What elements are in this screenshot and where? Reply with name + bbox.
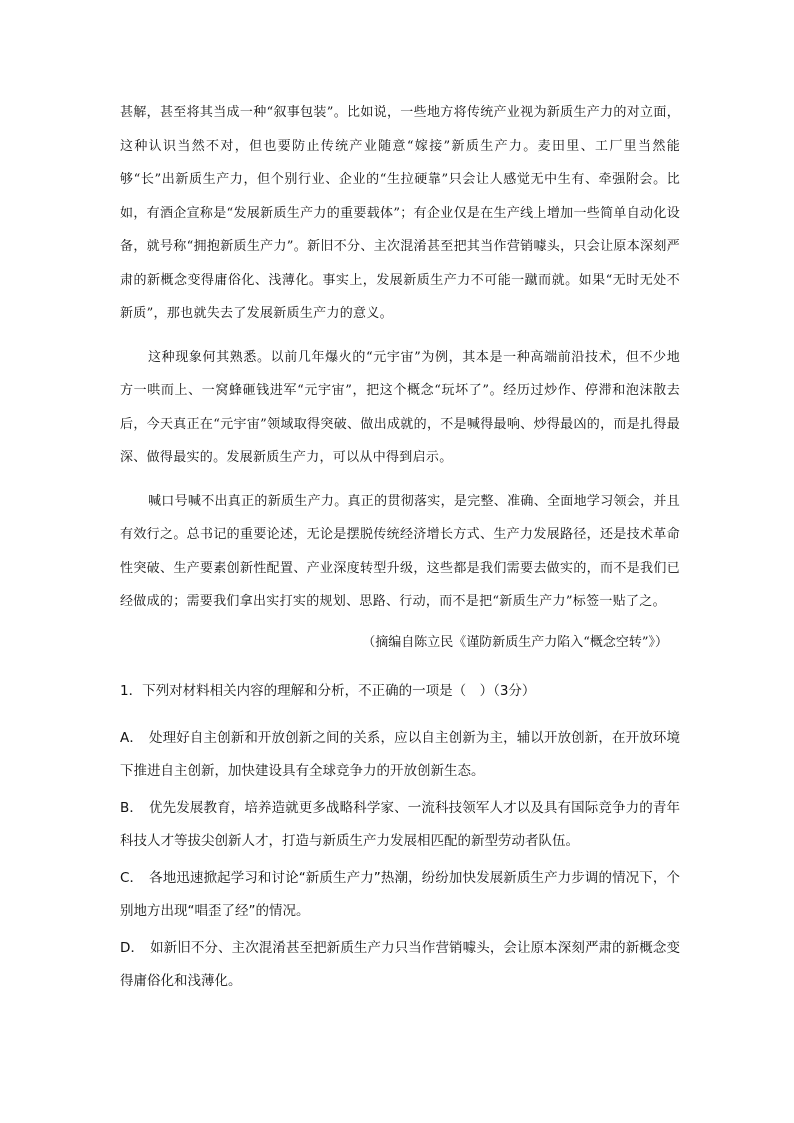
option-d-text: 如新旧不分、主次混淆甚至把新质生产力只当作营销噱头，会让原本深刻严肃的新概念变得庸俗化和浅薄化。	[120, 940, 680, 989]
option-b-text: 优先发展教育，培养造就更多战略科学家、一流科技领军人才以及具有国际竞争力的青年科技人才等拔尖创新人才，打造与新质生产力发展相匹配的新型劳动者队伍。	[120, 800, 680, 849]
option-c	[120, 862, 680, 928]
passage-paragraph-2: 这种现象何其熟悉。以前几年爆火的“元宇宙”为例，其本是一种高端前沿技术，但不少地方一哄而上、一窝蜂砸钱进军“元宇宙”，把这个概念“玩坏了”。经历过炒作、停滞和泡沫散去后，今天真正在“元宇宙”领域取得突破、做出成就的，不是喊得最响、炒得最凶的，而是扎得最深、做得最实的。发展新质生产力，可以从中得到启示。	[120, 349, 680, 465]
option-a-letter: A．	[120, 730, 143, 746]
option-d-letter: D．	[120, 940, 145, 956]
passage-paragraph-1: 甚解，甚至将其当成一种“叙事包装”。比如说，一些地方将传统产业视为新质生产力的对立面，这种认识当然不对，但也要防止传统产业随意“嫁接”新质生产力。麦田里、工厂里当然能够“长”出新质生产力，但个别行业、企业的“生拉硬靠”只会让人感觉无中生有、牵强附会。比如，有酒企宣称是“发展新质生产力的重要载体”；有企业仅是在生产线上增加一些简单自动化设备，就号称“拥抱新质生产力”。新旧不分、主次混淆甚至把其当作营销噱头，只会让原本深刻严肃的新概念变得庸俗化、浅薄化。事实上，发展新质生产力不可能一蹴而就。如果“无时无处不新质”，那也就失去了发展新质生产力的意义。	[120, 105, 680, 321]
option-c-letter: C．	[120, 870, 144, 886]
option-a	[120, 722, 680, 788]
option-b-letter: B．	[120, 800, 143, 816]
option-d	[120, 932, 680, 998]
option-a-text: 处理好自主创新和开放创新之间的关系，应以自主创新为主，辅以开放创新，在开放环境下推进自主创新，加快建设具有全球竞争力的开放创新生态。	[120, 730, 680, 779]
option-c-text: 各地迅速掀起学习和讨论“新质生产力”热潮，纷纷加快发展新质生产力步调的情况下，个别地方出现“唱歪了经”的情况。	[120, 870, 680, 919]
question-stem-text: 1．下列对材料相关内容的理解和分析，不正确的一项是（ ）（3分）	[120, 683, 536, 699]
option-b	[120, 792, 680, 858]
passage-source: （摘编自陈立民《谨防新质生产力陷入“概念空转”》）	[362, 635, 668, 650]
reading-passage	[120, 96, 680, 619]
passage-paragraph-3: 喊口号喊不出真正的新质生产力。真正的贯彻落实，是完整、准确、全面地学习领会，并且有效行之。总书记的重要论述，无论是摆脱传统经济增长方式、生产力发展路径，还是技术革命性突破、生产要素创新性配置、产业深度转型升级，这些都是我们需要去做实的，而不是我们已经做成的；需要我们拿出实打实的规划、思路、行动，而不是把“新质生产力”标签一贴了之。	[120, 493, 681, 609]
question-stem	[120, 675, 680, 708]
